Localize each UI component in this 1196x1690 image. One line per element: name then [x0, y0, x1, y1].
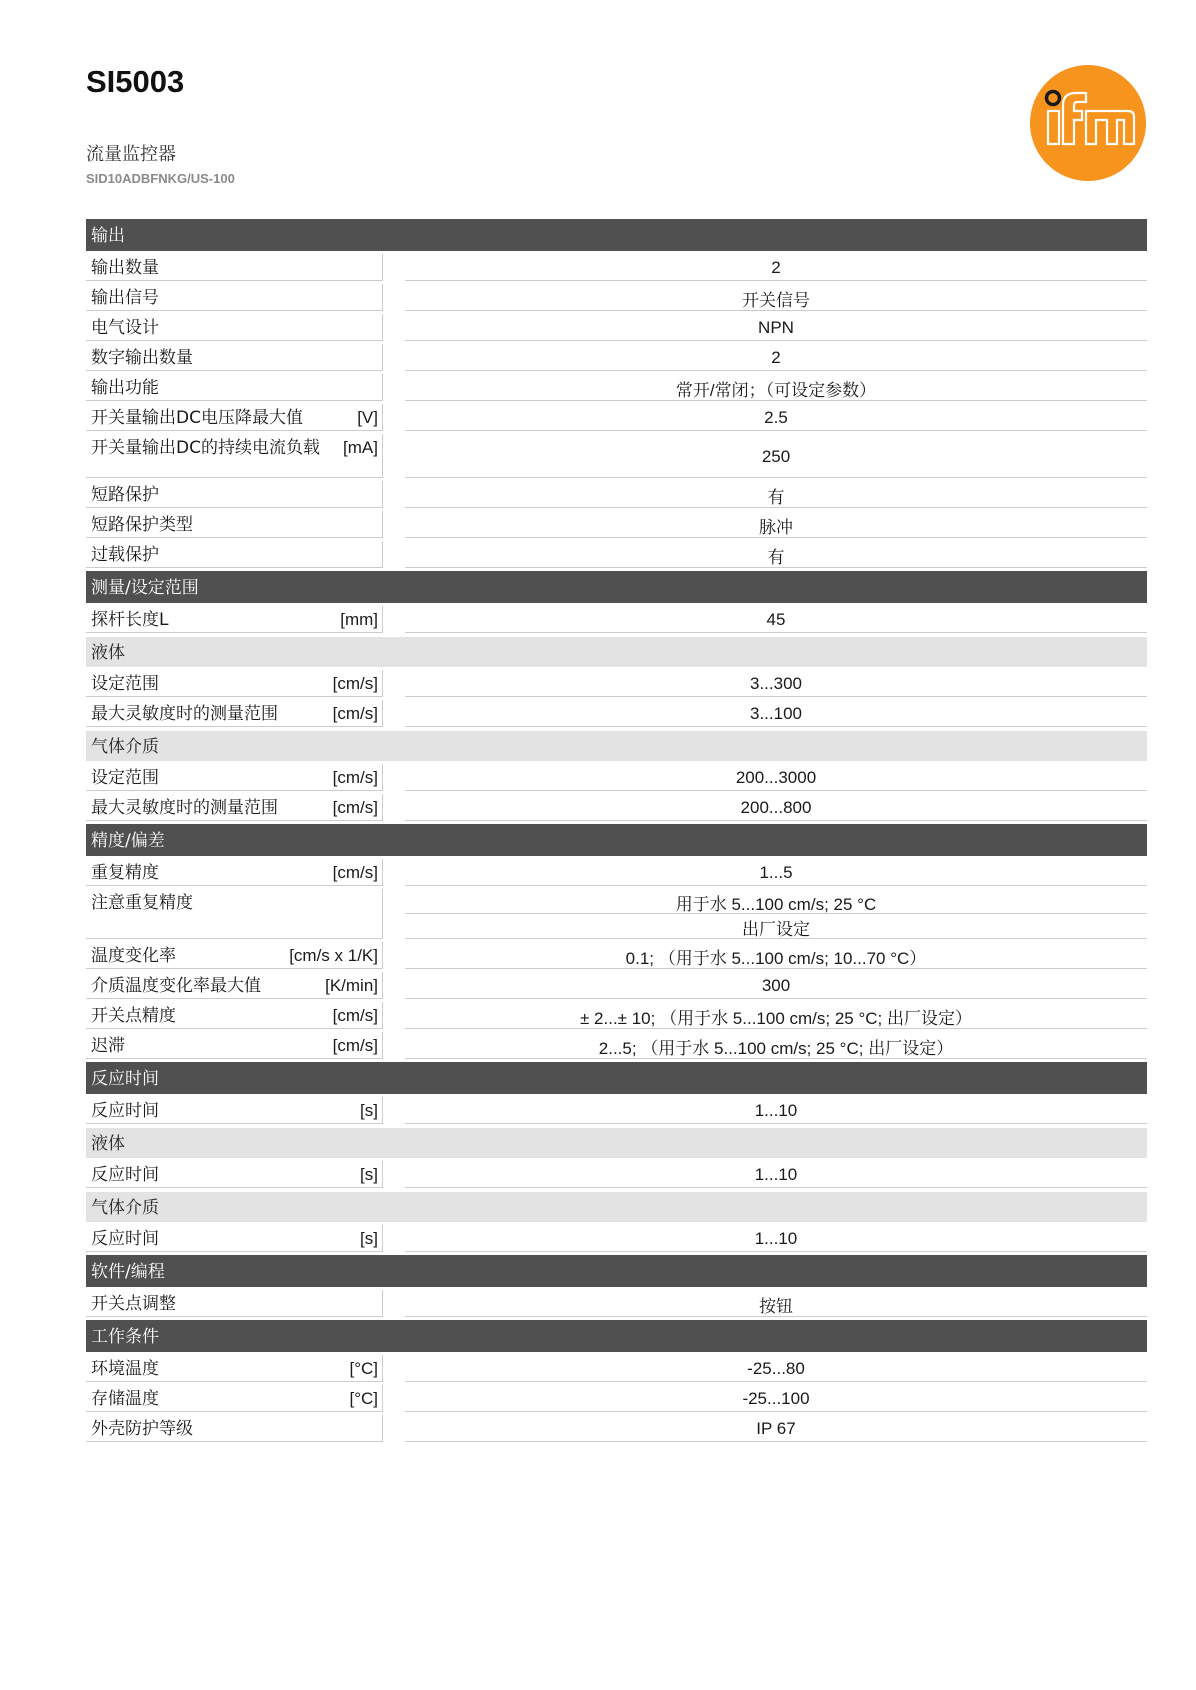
spec-value-cell	[405, 284, 1147, 311]
spec-label-cell	[86, 889, 383, 939]
spec-value-cell	[405, 700, 1147, 727]
spec-value-cell	[405, 670, 1147, 697]
spec-label: 最大灵敏度时的测量范围	[91, 798, 278, 818]
product-title: SI5003	[86, 64, 185, 99]
spec-label: 设定范围	[91, 674, 159, 694]
spec-label: 设定范围	[91, 768, 159, 788]
product-code: SID10ADBFNKG/US-100	[86, 171, 235, 186]
spec-value: 200...800	[740, 798, 812, 817]
spec-row	[86, 1002, 1147, 1029]
spec-value-cell	[405, 1385, 1147, 1412]
spec-row	[86, 314, 1147, 341]
spec-value-cell	[405, 1290, 1147, 1317]
spec-row	[86, 481, 1147, 508]
spec-label: 短路保护	[91, 485, 159, 505]
spec-value: 1...5	[759, 863, 793, 882]
section-header: 反应时间	[86, 1062, 1147, 1094]
spec-value-cell	[405, 404, 1147, 431]
spec-label: 开关量输出DC电压降最大值	[91, 408, 303, 428]
section-header: 工作条件	[86, 1320, 1147, 1352]
spec-label-cell	[86, 344, 383, 371]
spec-row	[86, 972, 1147, 999]
spec-unit: [cm/s]	[332, 704, 378, 723]
spec-label-cell	[86, 972, 383, 999]
spec-unit: [cm/s]	[332, 674, 378, 693]
spec-label-cell	[86, 481, 383, 508]
spec-label-cell	[86, 1355, 383, 1382]
spec-value: 开关信号	[742, 290, 810, 310]
spec-row	[86, 374, 1147, 401]
spec-label: 开关点调整	[91, 1294, 176, 1314]
spec-label-cell	[86, 1002, 383, 1029]
spec-label-cell	[86, 764, 383, 791]
spec-value-line	[405, 942, 1147, 969]
spec-value-cell	[405, 942, 1147, 969]
spec-label: 温度变化率	[91, 946, 176, 966]
spec-value-line	[405, 314, 1147, 341]
spec-row	[86, 1385, 1147, 1412]
spec-value-line	[405, 511, 1147, 538]
spec-row	[86, 794, 1147, 821]
spec-value: 脉冲	[759, 517, 793, 537]
spec-label-cell	[86, 700, 383, 727]
spec-label-cell	[86, 541, 383, 568]
spec-unit: [mm]	[340, 610, 378, 629]
spec-value-cell	[405, 314, 1147, 341]
spec-label-cell	[86, 314, 383, 341]
spec-unit: [V]	[357, 408, 378, 427]
spec-label-cell	[86, 284, 383, 311]
section-header: 软件/编程	[86, 1255, 1147, 1287]
spec-value: 有	[767, 487, 785, 507]
spec-label: 输出功能	[91, 378, 159, 398]
spec-value-line	[405, 541, 1147, 568]
spec-label-cell	[86, 434, 383, 478]
section-header: 精度/偏差	[86, 824, 1147, 856]
spec-value-cell	[405, 254, 1147, 281]
spec-value: 常开/常闭；（可设定参数）	[675, 380, 877, 400]
spec-row	[86, 1032, 1147, 1059]
spec-value-line	[405, 859, 1147, 886]
spec-unit: [°C]	[349, 1389, 378, 1408]
spec-value-cell	[405, 972, 1147, 999]
spec-label: 外壳防护等级	[91, 1419, 193, 1439]
spec-label-cell	[86, 794, 383, 821]
spec-value-line	[405, 764, 1147, 791]
spec-value-cell	[405, 1161, 1147, 1188]
spec-value-line	[405, 1355, 1147, 1382]
spec-value-line	[405, 1161, 1147, 1188]
spec-unit: [cm/s]	[332, 863, 378, 882]
spec-value: 按钮	[759, 1296, 793, 1316]
spec-value-line	[405, 481, 1147, 508]
spec-unit: [°C]	[349, 1359, 378, 1378]
spec-label-cell	[86, 606, 383, 633]
spec-value: 300	[761, 976, 791, 995]
spec-value-line	[405, 1385, 1147, 1412]
spec-label-cell	[86, 670, 383, 697]
spec-row	[86, 284, 1147, 311]
spec-unit: [s]	[360, 1165, 378, 1184]
spec-value-line	[405, 1225, 1147, 1252]
spec-value-line	[405, 1002, 1147, 1029]
spec-value-line	[405, 794, 1147, 821]
spec-value-line	[405, 914, 1147, 939]
spec-label-cell	[86, 254, 383, 281]
spec-label-cell	[86, 942, 383, 969]
spec-value-line	[405, 670, 1147, 697]
spec-label: 存储温度	[91, 1389, 159, 1409]
spec-label: 反应时间	[91, 1165, 159, 1185]
spec-value-line	[405, 972, 1147, 999]
spec-value-line	[405, 284, 1147, 311]
spec-row	[86, 434, 1147, 478]
spec-unit: [K/min]	[325, 976, 378, 995]
spec-value: 出厂设定	[742, 919, 810, 939]
spec-value-cell	[405, 1415, 1147, 1442]
spec-value-line	[405, 606, 1147, 633]
spec-value-line	[405, 700, 1147, 727]
spec-label-cell	[86, 859, 383, 886]
spec-value: 3...300	[750, 674, 802, 693]
spec-label: 探杆长度L	[91, 610, 169, 630]
spec-value-line	[405, 374, 1147, 401]
spec-unit: [cm/s x 1/K]	[289, 946, 378, 965]
spec-label: 输出信号	[91, 288, 159, 308]
spec-label-cell	[86, 1032, 383, 1059]
spec-value-line	[405, 344, 1147, 371]
spec-value-line	[405, 1032, 1147, 1059]
spec-row	[86, 700, 1147, 727]
spec-row	[86, 1415, 1147, 1442]
spec-label-cell	[86, 1415, 383, 1442]
spec-value-line	[405, 434, 1147, 478]
spec-value: 1...10	[754, 1229, 798, 1248]
spec-label: 迟滞	[91, 1036, 125, 1056]
spec-value-cell	[405, 374, 1147, 401]
spec-row	[86, 859, 1147, 886]
subsection-header: 气体介质	[86, 1192, 1147, 1222]
spec-value-line	[405, 889, 1147, 914]
spec-value-cell	[405, 1225, 1147, 1252]
spec-label-cell	[86, 511, 383, 538]
spec-value: 200...3000	[735, 768, 817, 787]
spec-value-cell	[405, 1032, 1147, 1059]
spec-value-cell	[405, 1097, 1147, 1124]
spec-value: 有	[767, 547, 785, 567]
spec-value-cell	[405, 481, 1147, 508]
spec-value: 1...10	[754, 1165, 798, 1184]
spec-value-line	[405, 1290, 1147, 1317]
spec-label: 环境温度	[91, 1359, 159, 1379]
spec-label-cell	[86, 1161, 383, 1188]
subsection-header: 液体	[86, 637, 1147, 667]
spec-label-cell	[86, 1385, 383, 1412]
section-header: 输出	[86, 219, 1147, 251]
spec-value: 250	[761, 446, 791, 466]
spec-row	[86, 541, 1147, 568]
spec-row	[86, 764, 1147, 791]
spec-value: 2	[771, 258, 781, 277]
spec-label: 过载保护	[91, 545, 159, 565]
spec-row	[86, 254, 1147, 281]
spec-value: -25...100	[742, 1389, 810, 1408]
spec-label: 输出数量	[91, 258, 159, 278]
section-header: 测量/设定范围	[86, 571, 1147, 603]
spec-value-cell	[405, 541, 1147, 568]
spec-label: 反应时间	[91, 1101, 159, 1121]
spec-value: 1...10	[754, 1101, 798, 1120]
spec-label-cell	[86, 374, 383, 401]
spec-unit: [s]	[360, 1229, 378, 1248]
spec-label: 开关量输出DC的持续电流负载	[91, 438, 320, 458]
spec-table	[86, 219, 1147, 1442]
spec-unit: [cm/s]	[332, 768, 378, 787]
spec-value: ± 2...± 10; （用于水 5...100 cm/s; 25 °C; 出厂设定）	[579, 1008, 972, 1028]
spec-label-cell	[86, 1097, 383, 1124]
spec-row	[86, 942, 1147, 969]
spec-value-cell	[405, 794, 1147, 821]
spec-row	[86, 606, 1147, 633]
spec-value-line	[405, 1097, 1147, 1124]
spec-unit: [cm/s]	[332, 1006, 378, 1025]
spec-value-cell	[405, 344, 1147, 371]
spec-label: 重复精度	[91, 863, 159, 883]
spec-unit: [mA]	[343, 438, 378, 457]
spec-unit: [cm/s]	[332, 798, 378, 817]
spec-value-cell	[405, 764, 1147, 791]
spec-label-cell	[86, 404, 383, 431]
spec-value: 用于水 5...100 cm/s; 25 °C	[675, 894, 877, 914]
spec-value-line	[405, 404, 1147, 431]
spec-label-cell	[86, 1225, 383, 1252]
spec-row	[86, 1355, 1147, 1382]
spec-label: 短路保护类型	[91, 515, 193, 535]
spec-value-cell	[405, 1355, 1147, 1382]
spec-row	[86, 344, 1147, 371]
subsection-header: 液体	[86, 1128, 1147, 1158]
spec-label: 数字输出数量	[91, 348, 193, 368]
spec-row	[86, 889, 1147, 939]
spec-value: IP 67	[756, 1419, 796, 1438]
spec-value-cell	[405, 1002, 1147, 1029]
spec-row	[86, 511, 1147, 538]
spec-value-cell	[405, 511, 1147, 538]
spec-label: 电气设计	[91, 318, 159, 338]
spec-label: 反应时间	[91, 1229, 159, 1249]
spec-row	[86, 1225, 1147, 1252]
spec-row	[86, 404, 1147, 431]
spec-value-cell	[405, 889, 1147, 939]
spec-label: 介质温度变化率最大值	[91, 976, 261, 996]
product-subtitle: 流量监控器	[86, 144, 176, 165]
ifm-logo-icon	[1030, 65, 1146, 181]
spec-row	[86, 1290, 1147, 1317]
spec-label: 注意重复精度	[91, 893, 193, 913]
spec-value: NPN	[758, 318, 794, 337]
spec-value: 2...5; （用于水 5...100 cm/s; 25 °C; 出厂设定）	[598, 1038, 954, 1058]
spec-value: 0.1; （用于水 5...100 cm/s; 10...70 °C）	[625, 948, 927, 968]
spec-value: 2	[771, 348, 781, 367]
spec-value: -25...80	[747, 1359, 805, 1378]
spec-value-cell	[405, 859, 1147, 886]
spec-label: 开关点精度	[91, 1006, 176, 1026]
spec-row	[86, 1097, 1147, 1124]
subsection-header: 气体介质	[86, 731, 1147, 761]
spec-value-cell	[405, 606, 1147, 633]
spec-value-line	[405, 254, 1147, 281]
spec-row	[86, 1161, 1147, 1188]
spec-value: 3...100	[750, 704, 802, 723]
spec-label: 最大灵敏度时的测量范围	[91, 704, 278, 724]
spec-value-cell	[405, 434, 1147, 478]
spec-value: 45	[766, 610, 786, 629]
spec-row	[86, 670, 1147, 697]
spec-value-line	[405, 1415, 1147, 1442]
spec-unit: [s]	[360, 1101, 378, 1120]
spec-label-cell	[86, 1290, 383, 1317]
spec-unit: [cm/s]	[332, 1036, 378, 1055]
spec-value: 2.5	[764, 408, 788, 427]
